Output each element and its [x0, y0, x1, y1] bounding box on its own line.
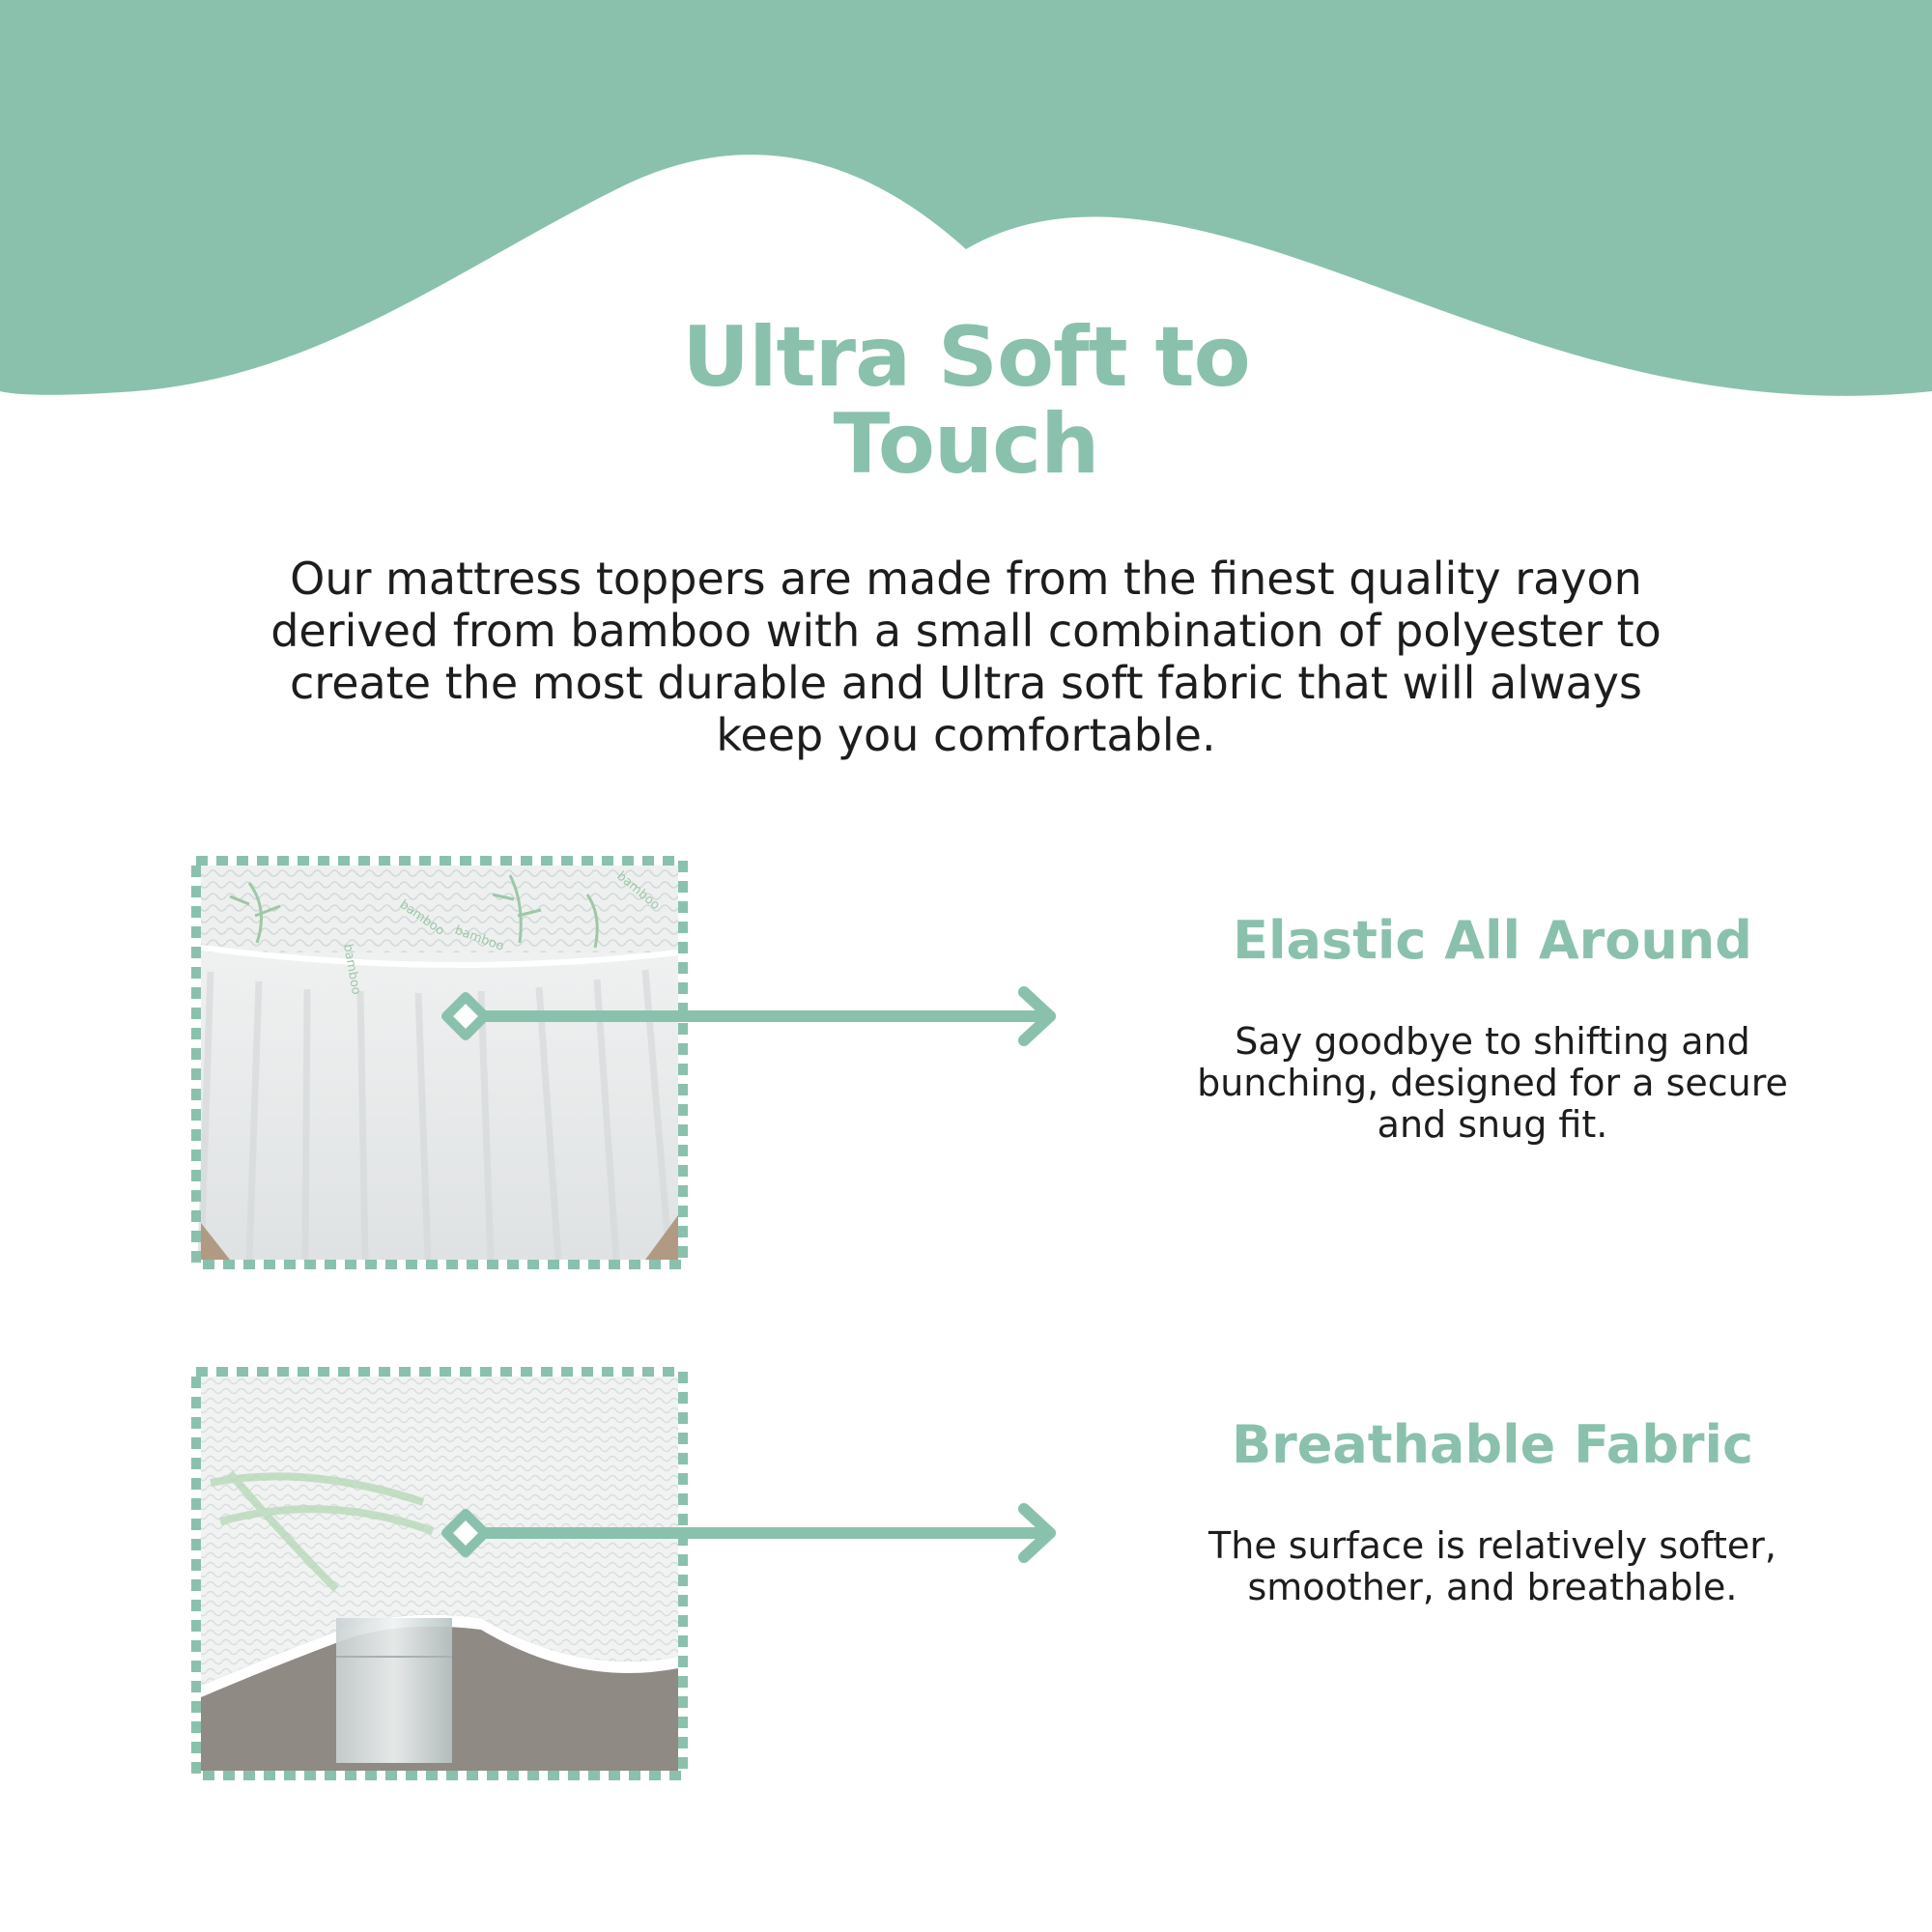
- page-title-line-1: Ultra Soft to: [682, 309, 1250, 406]
- breathable-photo-frame: [191, 1367, 688, 1780]
- elastic-connector-arrow: [440, 978, 1067, 1055]
- bamboo-label: bamboo: [340, 943, 364, 996]
- breathable-photo: [191, 1367, 688, 1780]
- feature-title-elastic: Elastic All Around: [1233, 910, 1752, 971]
- intro-paragraph: Our mattress toppers are made from the finest quality rayon derived from bamboo with a small combination of polyester to create the most durable and Ultra soft fabric that will always keep you comfortable.: [270, 553, 1662, 761]
- elastic-photo: [191, 856, 688, 1269]
- feature-title-breathable: Breathable Fabric: [1231, 1414, 1754, 1475]
- page-title: [483, 309, 1449, 493]
- feature-desc-elastic: Say goodbye to shifting and bunching, designed for a secure and snug fit.: [1197, 1020, 1788, 1146]
- feature-desc-breathable: The surface is relatively softer, smoother, and breathable.: [1208, 1524, 1776, 1608]
- bamboo-label: bamboo: [396, 896, 447, 939]
- elastic-photo-frame: [191, 856, 688, 1269]
- breathable-connector-arrow: [440, 1494, 1067, 1572]
- bamboo-label: bamboo: [613, 868, 663, 914]
- page-title-line-2: Touch: [833, 396, 1099, 493]
- bamboo-label: bamboo: [452, 923, 506, 954]
